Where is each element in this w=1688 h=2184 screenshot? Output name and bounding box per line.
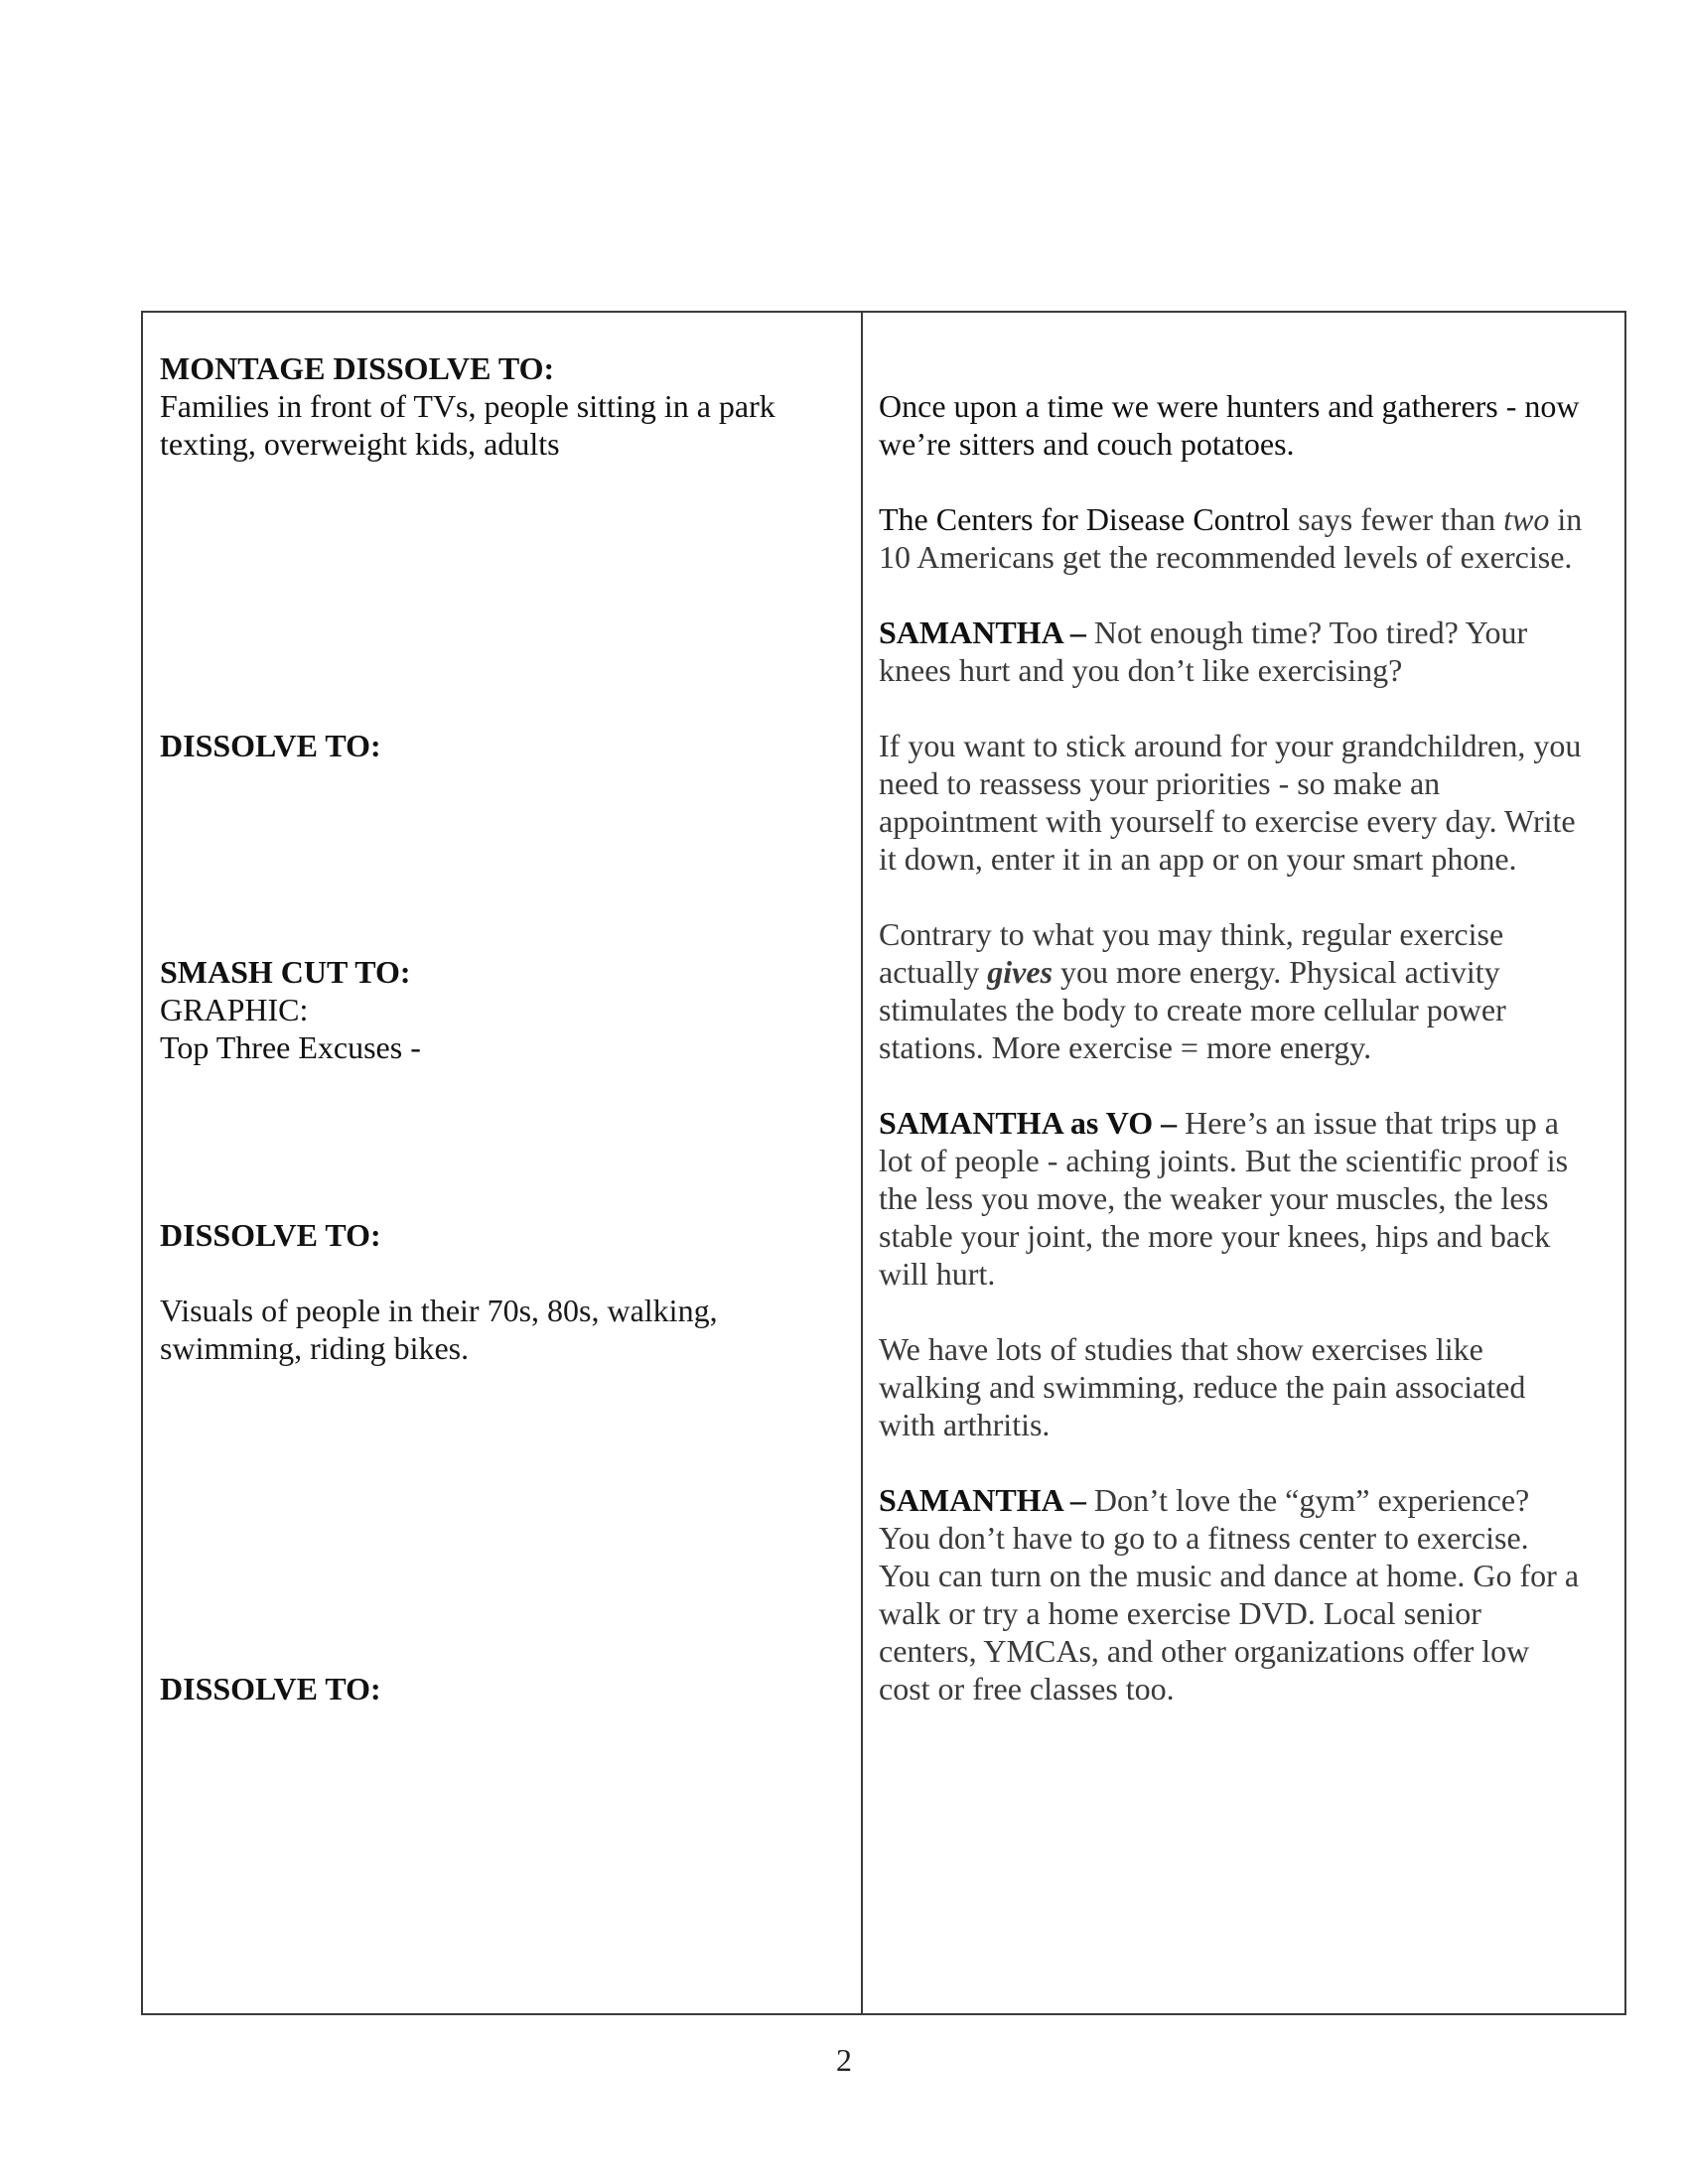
smash-cut-direction: [160, 953, 845, 1066]
dissolve-direction: [160, 1216, 845, 1254]
direction-text: GRAPHIC: Top Three Excuses -: [160, 992, 421, 1065]
speaker-label: SAMANTHA –: [879, 614, 1086, 650]
emphasis-text: two: [1503, 501, 1550, 537]
dialogue-text: Don’t love the “gym” experience? You don’t have to go to a fitness center to exercise. You can turn on the music and dance at home. Go for a walk or try a home exercise DVD. Local senior centers, YMCAs, and other organizations offer low cost or free classes too.: [879, 1482, 1580, 1706]
montage-direction: [160, 349, 845, 463]
direction-text: Visuals of people in their 70s, 80s, walking, swimming, riding bikes.: [160, 1293, 718, 1366]
narration-paragraph: [879, 915, 1619, 1066]
narration-text: The Centers for Disease Control: [879, 501, 1291, 537]
emphasis-text: gives: [987, 954, 1054, 990]
script-table: [141, 311, 1626, 2015]
dialogue-text: Here’s an issue that trips up a lot of people - aching joints. But the scientific proof is the less you move, the weaker your muscles, the less stable your joint, the more your knees, hips and back will hurt.: [879, 1105, 1569, 1292]
page-number: 2: [836, 2042, 852, 2078]
column-divider: [861, 313, 863, 2013]
direction-heading: DISSOLVE TO:: [160, 1671, 381, 1706]
direction-heading: SMASH CUT TO:: [160, 954, 411, 990]
direction-heading: DISSOLVE TO:: [160, 728, 381, 763]
narration-paragraph: Once upon a time we were hunters and gatherers - now we’re sitters and couch potatoes.: [879, 388, 1580, 462]
direction-heading: DISSOLVE TO:: [160, 1217, 381, 1253]
narration-paragraph: If you want to stick around for your grandchildren, you need to reassess your priorities - so make an appointment with yourself to exercise every day. Write it down, enter it in an app or on your smart phone.: [879, 728, 1582, 877]
direction-heading: MONTAGE DISSOLVE TO:: [160, 350, 555, 386]
dialogue-paragraph: [879, 614, 1619, 689]
dialogue-paragraph: [879, 1481, 1619, 1707]
narration-text: in 10 Americans get the recommended levels of exercise.: [879, 501, 1583, 575]
narration-text: you more energy. Physical activity stimulates the body to create more cellular power stations. More exercise = more energy.: [879, 954, 1506, 1065]
dialogue-text: Not enough time? Too tired? Your knees hurt and you don’t like exercising?: [879, 614, 1528, 688]
dissolve-direction: [160, 727, 845, 764]
narration-paragraph: We have lots of studies that show exercises like walking and swimming, reduce the pain associated with arthritis.: [879, 1331, 1526, 1442]
narration-text: says fewer than: [1290, 501, 1504, 537]
narration-paragraph: [879, 500, 1619, 576]
direction-text: Families in front of TVs, people sitting in a park texting, overweight kids, adults: [160, 388, 775, 462]
speaker-label: SAMANTHA as VO –: [879, 1105, 1178, 1141]
dissolve-direction: [160, 1670, 845, 1707]
dialogue-paragraph: [879, 1104, 1619, 1293]
speaker-label: SAMANTHA –: [879, 1482, 1086, 1518]
narration-text: Contrary to what you may think, regular exercise actually: [879, 916, 1504, 990]
